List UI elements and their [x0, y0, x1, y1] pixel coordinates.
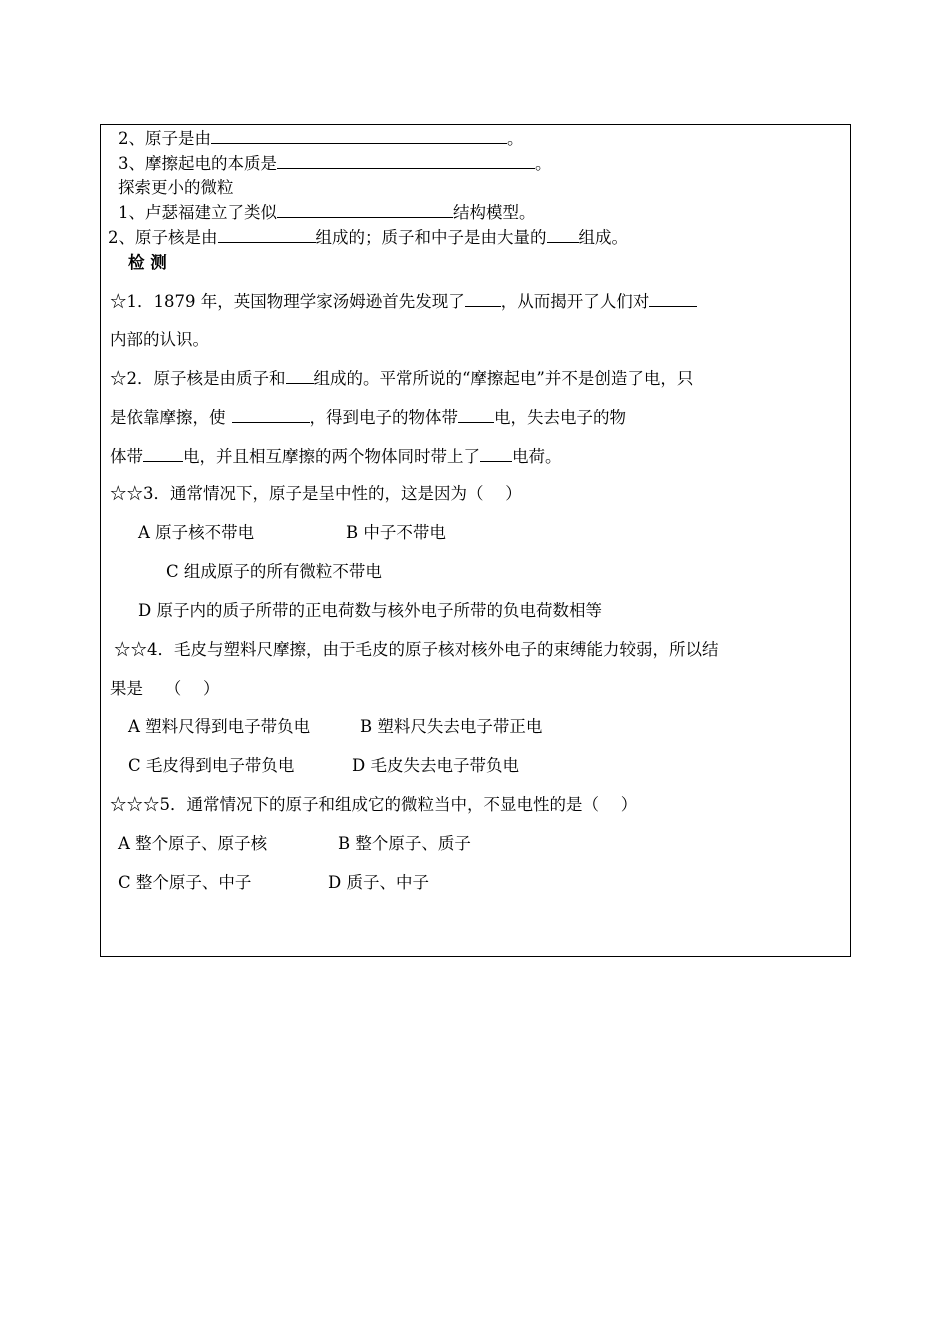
test-q5-option-c[interactable]: C 整个原子、中子 — [118, 873, 252, 892]
test-heading: 检 测 — [128, 253, 167, 272]
fill-q2-text: 2、原子是由 — [118, 129, 211, 148]
fill-r2-blank-2[interactable] — [547, 226, 579, 243]
fill-q3-blank[interactable] — [277, 152, 535, 169]
test-q2-blank-4[interactable] — [143, 445, 183, 462]
test-q4-option-b[interactable]: B 塑料尺失去电子带正电 — [360, 717, 543, 736]
test-q1-line1: ☆1．1879 年，英国物理学家汤姆逊首先发现了 ，从而揭开了人们对 — [110, 290, 697, 313]
test-q2-blank-3[interactable] — [458, 406, 494, 423]
test-q5-stem: ☆☆☆5．通常情况下的原子和组成它的微粒当中，不显电性的是（ ） — [110, 795, 638, 814]
fill-q2-end: 。 — [507, 129, 524, 148]
fill-q2 — [118, 127, 524, 150]
fill-q3-end: 。 — [535, 154, 552, 173]
fill-r2: 2、原子核是由 组成的；质子和中子是由大量的 组成。 — [108, 228, 628, 247]
test-q2-line2: 是依靠摩擦，使 ，得到电子的物体带 电，失去电子的物 — [110, 408, 626, 427]
test-q4-option-c[interactable]: C 毛皮得到电子带负电 — [128, 756, 295, 775]
test-q4-option-a[interactable]: A 塑料尺得到电子带负电 — [128, 717, 311, 736]
fill-r2-blank-1[interactable] — [218, 226, 316, 243]
test-q4-stem-1: ☆☆4．毛皮与塑料尺摩擦，由于毛皮的原子核对核外电子的束缚能力较弱，所以结 — [114, 640, 719, 659]
test-q2-line1: ☆2．原子核是由质子和 组成的。平常所说的“摩擦起电”并不是创造了电，只 — [110, 369, 694, 388]
test-q5-option-d[interactable]: D 质子、中子 — [328, 873, 429, 892]
test-q3-option-c[interactable]: C 组成原子的所有微粒不带电 — [166, 562, 382, 581]
fill-q3 — [118, 152, 552, 175]
fill-r1: 1、卢瑟福建立了类似 结构模型。 — [118, 203, 536, 222]
test-q3-option-b[interactable]: B 中子不带电 — [346, 523, 446, 542]
test-q2-blank-2[interactable] — [232, 406, 310, 423]
test-q3-option-d[interactable]: D 原子内的质子所带的正电荷数与核外电子所带的负电荷数相等 — [138, 601, 602, 620]
test-q2-line3: 体带 电，并且相互摩擦的两个物体同时带上了 电荷。 — [110, 447, 562, 466]
test-q1-blank-2[interactable] — [649, 290, 697, 307]
subheading: 探索更小的微粒 — [118, 178, 234, 197]
test-q3-option-a[interactable]: A 原子核不带电 — [138, 523, 255, 542]
test-q4-option-d[interactable]: D 毛皮失去电子带负电 — [352, 756, 519, 775]
test-q4-stem-2: 果是 （ ） — [110, 679, 220, 698]
test-q1-blank-1[interactable] — [465, 290, 501, 307]
test-q5-option-b[interactable]: B 整个原子、质子 — [338, 834, 471, 853]
fill-r1-blank[interactable] — [277, 201, 453, 218]
test-q2-blank-5[interactable] — [480, 445, 512, 462]
test-q5-option-a[interactable]: A 整个原子、原子核 — [118, 834, 268, 853]
fill-q3-text: 3、摩擦起电的本质是 — [118, 154, 277, 173]
test-q2-blank-1[interactable] — [286, 367, 314, 384]
test-q1-line2: 内部的认识。 — [110, 330, 209, 349]
fill-q2-blank[interactable] — [211, 127, 507, 144]
test-q3-stem: ☆☆3．通常情况下，原子是呈中性的，这是因为（ ） — [110, 484, 522, 503]
